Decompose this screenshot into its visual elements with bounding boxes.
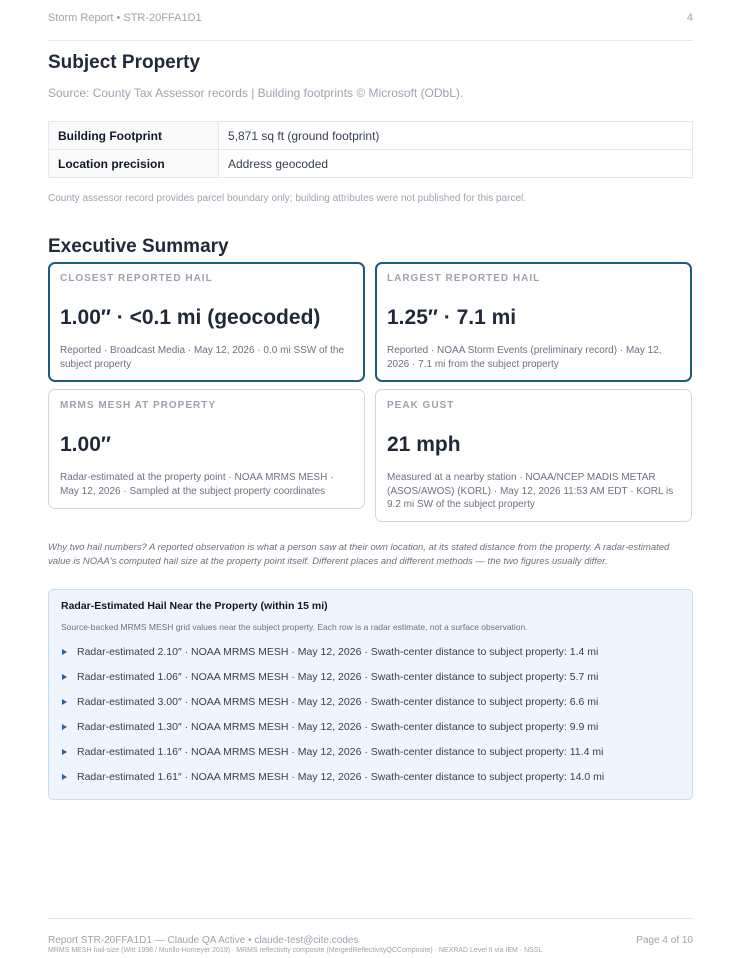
row-value: Address geocoded xyxy=(219,150,693,178)
list-item-text: Radar-estimated 2.10″ · NOAA MRMS MESH · May 12, 2026 · Swath-center distance to subject property: 1.4 mi xyxy=(77,646,599,658)
page-number: 4 xyxy=(686,12,693,24)
row-key: Location precision xyxy=(49,150,219,178)
peak-gust-card xyxy=(375,389,692,522)
table-row xyxy=(49,150,693,178)
list-item xyxy=(61,696,680,721)
card-label: MRMS MESH AT PROPERTY xyxy=(60,400,217,411)
card-label: LARGEST REPORTED HAIL xyxy=(387,273,541,284)
footer-page-count: Page 4 of 10 xyxy=(636,935,693,946)
bullet-triangle-icon xyxy=(62,774,67,780)
subject-source: Source: County Tax Assessor records | Building footprints © Microsoft (ODbL). xyxy=(48,86,464,100)
list-item xyxy=(61,721,680,746)
card-description: Radar-estimated at the property point · NOAA MRMS MESH · May 12, 2026 · Sampled at the subject property coordinates xyxy=(60,472,334,497)
assessor-note: County assessor record provides parcel boundary only; building attributes were not published for this parcel. xyxy=(48,193,527,204)
hail-numbers-explanation: Why two hail numbers? A reported observation is what a person saw at their own location, at its stated distance from the property. A radar-estimated value is NOAA's computed hail size at the property point itself. Different places and different methods — the two figures usually differ. xyxy=(48,542,670,567)
radar-hail-list xyxy=(61,646,680,796)
list-item xyxy=(61,671,680,696)
card-description: Measured at a nearby station · NOAA/NCEP MADIS METAR (ASOS/AWOS) (KORL) · May 12, 2026 11:53 AM EDT · KORL is 9.2 mi SW of the subject property xyxy=(387,472,674,510)
bullet-triangle-icon xyxy=(62,699,67,705)
list-item-text: Radar-estimated 1.30″ · NOAA MRMS MESH · May 12, 2026 · Swath-center distance to subject property: 9.9 mi xyxy=(77,721,599,733)
bullet-triangle-icon xyxy=(62,724,67,730)
card-value: 1.00″ xyxy=(60,433,111,456)
list-item xyxy=(61,771,680,796)
card-description: Reported · NOAA Storm Events (preliminary record) · May 12, 2026 · 7.1 mi from the subject property xyxy=(387,345,662,370)
card-description: Reported · Broadcast Media · May 12, 2026 · 0.0 mi SSW of the subject property xyxy=(60,345,345,370)
bullet-triangle-icon xyxy=(62,649,67,655)
report-id-header: Storm Report • STR-20FFA1D1 xyxy=(48,12,202,24)
executive-summary-title: Executive Summary xyxy=(48,236,229,257)
list-item-text: Radar-estimated 3.00″ · NOAA MRMS MESH · May 12, 2026 · Swath-center distance to subject property: 6.6 mi xyxy=(77,696,599,708)
footer-report-info: Report STR-20FFA1D1 — Claude QA Active • claude-test@cite.codes xyxy=(48,935,359,946)
list-item-text: Radar-estimated 1.06″ · NOAA MRMS MESH · May 12, 2026 · Swath-center distance to subject property: 5.7 mi xyxy=(77,671,599,683)
list-item-text: Radar-estimated 1.61″ · NOAA MRMS MESH · May 12, 2026 · Swath-center distance to subject property: 14.0 mi xyxy=(77,771,605,783)
page-footer xyxy=(48,918,693,954)
bullet-triangle-icon xyxy=(62,674,67,680)
radar-panel-subtitle: Source-backed MRMS MESH grid values near the subject property. Each row is a radar estimate, not a surface observation. xyxy=(61,622,528,632)
subject-property-title: Subject Property xyxy=(48,52,201,73)
list-item xyxy=(61,746,680,771)
radar-hail-panel xyxy=(48,589,693,800)
closest-hail-card xyxy=(48,262,365,382)
largest-hail-card xyxy=(375,262,692,382)
card-value: 21 mph xyxy=(387,433,461,456)
card-label: PEAK GUST xyxy=(387,400,455,411)
property-table xyxy=(48,121,693,178)
card-value: 1.00″ · <0.1 mi (geocoded) xyxy=(60,306,321,329)
mrms-mesh-card xyxy=(48,389,365,509)
footer-sources: MRMS MESH hail-size (Witt 1998 / Murillo-Homeyer 2019) · MRMS reflectivity composite (MergedReflectivityQCComposite) · NEXRAD Level II via IEM · NSSL xyxy=(48,947,543,954)
bullet-triangle-icon xyxy=(62,749,67,755)
card-label: CLOSEST REPORTED HAIL xyxy=(60,273,213,284)
card-value: 1.25″ · 7.1 mi xyxy=(387,306,517,329)
row-key: Building Footprint xyxy=(49,122,219,150)
row-value: 5,871 sq ft (ground footprint) xyxy=(219,122,693,150)
table-row xyxy=(49,122,693,150)
radar-panel-title: Radar-Estimated Hail Near the Property (within 15 mi) xyxy=(61,600,328,612)
list-item-text: Radar-estimated 1.16″ · NOAA MRMS MESH · May 12, 2026 · Swath-center distance to subject property: 11.4 mi xyxy=(77,746,604,758)
report-page xyxy=(48,0,693,954)
list-item xyxy=(61,646,680,671)
page-header xyxy=(48,0,693,41)
